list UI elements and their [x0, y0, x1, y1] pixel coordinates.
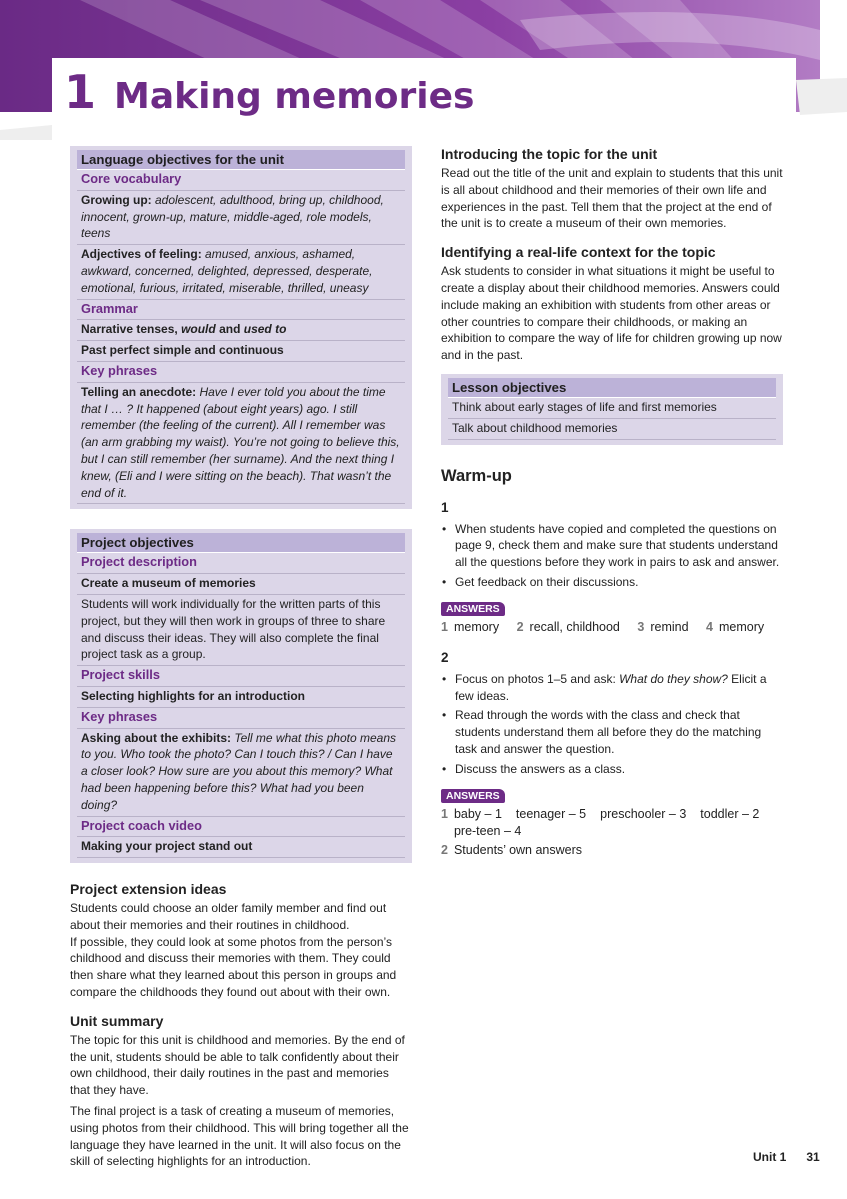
context-text: Ask students to consider in what situations it might be useful to create a display about their childhood memories. Answers could include making an exhibition with students from other areas or other countries to compare their childhoods, or making an exhibition to compare the way of life for children growing up now and in the past. — [441, 264, 782, 363]
answer-number: 1 — [441, 619, 448, 634]
exercise-2-bullets — [441, 671, 783, 778]
list-item: • Get feedback on their discussions. — [441, 574, 783, 591]
list-item: • Discuss the answers as a class. — [441, 761, 783, 778]
unit-title: Making memories — [114, 76, 475, 117]
coach-video-label: Project coach video — [77, 817, 405, 838]
project-objectives-heading: Project objectives — [77, 533, 405, 553]
feelings-words: amused, anxious, ashamed, awkward, concerned, delighted, depressed, desperate, emotional, furious, irritated, miserable, thrilled, uneasy — [81, 247, 373, 295]
growing-up-label: Growing up: — [81, 192, 152, 207]
exhibits-label: Asking about the exhibits: — [81, 730, 232, 745]
answers-badge: ANSWERS — [441, 602, 505, 616]
answer-text: memory — [453, 619, 500, 634]
exercise-1-number: 1 — [441, 499, 449, 515]
right-column — [441, 146, 783, 859]
growing-up-words: adolescent, adulthood, bring up, childhood, innocent, grown-up, mature, middle-aged, role models, teens — [81, 192, 384, 241]
answer-number: 3 — [637, 619, 645, 634]
coach-video-text: Making your project stand out — [77, 837, 405, 858]
anecdote-text: Have I ever told you about the time that I … ? It happened (about eight years) ago. I still remember (the feeling of the current). All I remember was (an arm grabbing my waist). You’re not going to believe this, but I can still remember (her surname). And the next thing I knew, (Eli and I were sitting on the beach). That wasn’t the end of it. — [81, 384, 400, 500]
intro-heading: Introducing the topic for the unit — [441, 146, 658, 162]
answers-badge: ANSWERS — [441, 789, 505, 803]
grammar-row-1 — [77, 320, 405, 341]
project-objectives-box — [70, 529, 412, 863]
ex2-b1-b: What do they show? — [619, 671, 728, 686]
project-title: Create a museum of memories — [77, 574, 405, 595]
answer-text: pre-teen – 4 — [453, 823, 522, 838]
page-footer — [753, 1150, 820, 1164]
grammar-1-b: would — [181, 322, 216, 337]
language-objectives-heading: Language objectives for the unit — [77, 150, 405, 170]
exercise-2-answers-2 — [441, 842, 783, 859]
answer-number: 2 — [441, 842, 448, 857]
lesson-objectives-heading: Lesson objectives — [448, 378, 776, 398]
feelings-row — [77, 245, 405, 299]
exhibits-text: Tell me what this photo means to you. Who took the photo? Can I touch this? / Can I have a closer look? How sure are you about this memory? What had been happening before this? What had you been doing? — [81, 730, 396, 812]
extension-p2: If possible, they could look at some photos from the person’s childhood and discuss their memories with them. They could then share what they learned about this person in groups and compare the childhoods they found out about with their own. — [70, 934, 397, 1000]
lesson-objective-item: Think about early stages of life and first memories — [448, 398, 776, 419]
lesson-objectives-box — [441, 374, 783, 445]
exhibits-row — [77, 729, 405, 817]
exercise-1-answers — [441, 619, 783, 636]
grammar-1-a: Narrative tenses, — [81, 322, 182, 337]
intro-text: Read out the title of the unit and explain to students that this unit is all about childhood and their memories of their own life and experiences in the past. Tell them that the project at the end of the unit is to create a museum of their own memories. — [441, 166, 783, 231]
language-objectives-box — [70, 146, 412, 509]
left-column — [70, 146, 412, 1170]
exercise-2-answers-1 — [441, 806, 783, 840]
grammar-label: Grammar — [77, 300, 405, 321]
key-phrases-label: Key phrases — [77, 362, 405, 383]
answer-number: 1 — [441, 806, 448, 821]
answer-text: toddler – 2 — [700, 806, 760, 821]
answer-text: remind — [650, 619, 689, 634]
ex2-b1-c: Elicit a few ideas. — [455, 671, 767, 703]
unit-number: 1 — [64, 65, 97, 119]
growing-up-row — [77, 191, 405, 245]
feelings-label: Adjectives of feeling: — [81, 247, 202, 262]
project-key-phrases-label: Key phrases — [77, 708, 405, 729]
project-skills-label: Project skills — [77, 666, 405, 687]
grammar-1-d: used to — [243, 322, 287, 337]
answer-text: recall, childhood — [529, 619, 620, 634]
grammar-1-c: and — [215, 322, 244, 337]
anecdote-label: Telling an anecdote: — [81, 384, 197, 399]
exercise-1-bullets — [441, 521, 783, 591]
summary-p1: The topic for this unit is childhood and memories. By the end of the unit, students should be able to talk confidently about their own childhood, their daily routines in the past and memories that they have. — [70, 1032, 405, 1098]
answer-number: 2 — [516, 619, 524, 634]
footer-unit: Unit 1 — [753, 1150, 787, 1164]
summary-p2: The final project is a task of creating a museum of memories, using photos from their childhood. This will bring together all the language they have learned in the unit. It will also focus on the skill of selecting highlights for an introduction. — [70, 1104, 409, 1169]
answer-text: preschooler – 3 — [600, 806, 687, 821]
core-vocab-label: Core vocabulary — [77, 170, 405, 191]
answer-number: 4 — [706, 619, 713, 634]
list-item: • Read through the words with the class and check that students understand them all before they do the matching task and answer the question. — [441, 707, 783, 757]
warmup-heading: Warm-up — [441, 466, 512, 485]
lesson-objective-item: Talk about childhood memories — [448, 419, 776, 440]
list-item — [441, 671, 783, 705]
extension-heading: Project extension ideas — [70, 881, 227, 898]
list-item: • When students have copied and completed the questions on page 9, check them and make sure that students understand all the questions before they work in pairs to ask and answer. — [441, 521, 783, 571]
anecdote-row — [77, 383, 405, 505]
grammar-row-2: Past perfect simple and continuous — [77, 341, 405, 362]
answer-text: teenager – 5 — [515, 806, 587, 821]
project-desc: Students will work individually for the written parts of this project, but they will then work in groups of three to share and discuss their ideas. They will also complete the final project task as a group. — [77, 595, 405, 666]
summary-heading: Unit summary — [70, 1012, 164, 1029]
page-number: 31 — [806, 1150, 820, 1164]
page-title — [64, 64, 474, 125]
project-description-label: Project description — [77, 553, 405, 574]
ex2-b1-a: Focus on photos 1–5 and ask: — [455, 671, 620, 686]
extension-p1: Students could choose an older family member and find out about their memories and their routines in childhood. — [70, 901, 387, 932]
answer-text: Students’ own answers — [453, 842, 583, 857]
context-heading: Identifying a real-life context for the topic — [441, 244, 716, 261]
answer-text: baby – 1 — [453, 806, 502, 821]
answer-text: memory — [718, 619, 765, 634]
project-skills-text: Selecting highlights for an introduction — [77, 687, 405, 708]
exercise-2-number: 2 — [441, 649, 449, 665]
